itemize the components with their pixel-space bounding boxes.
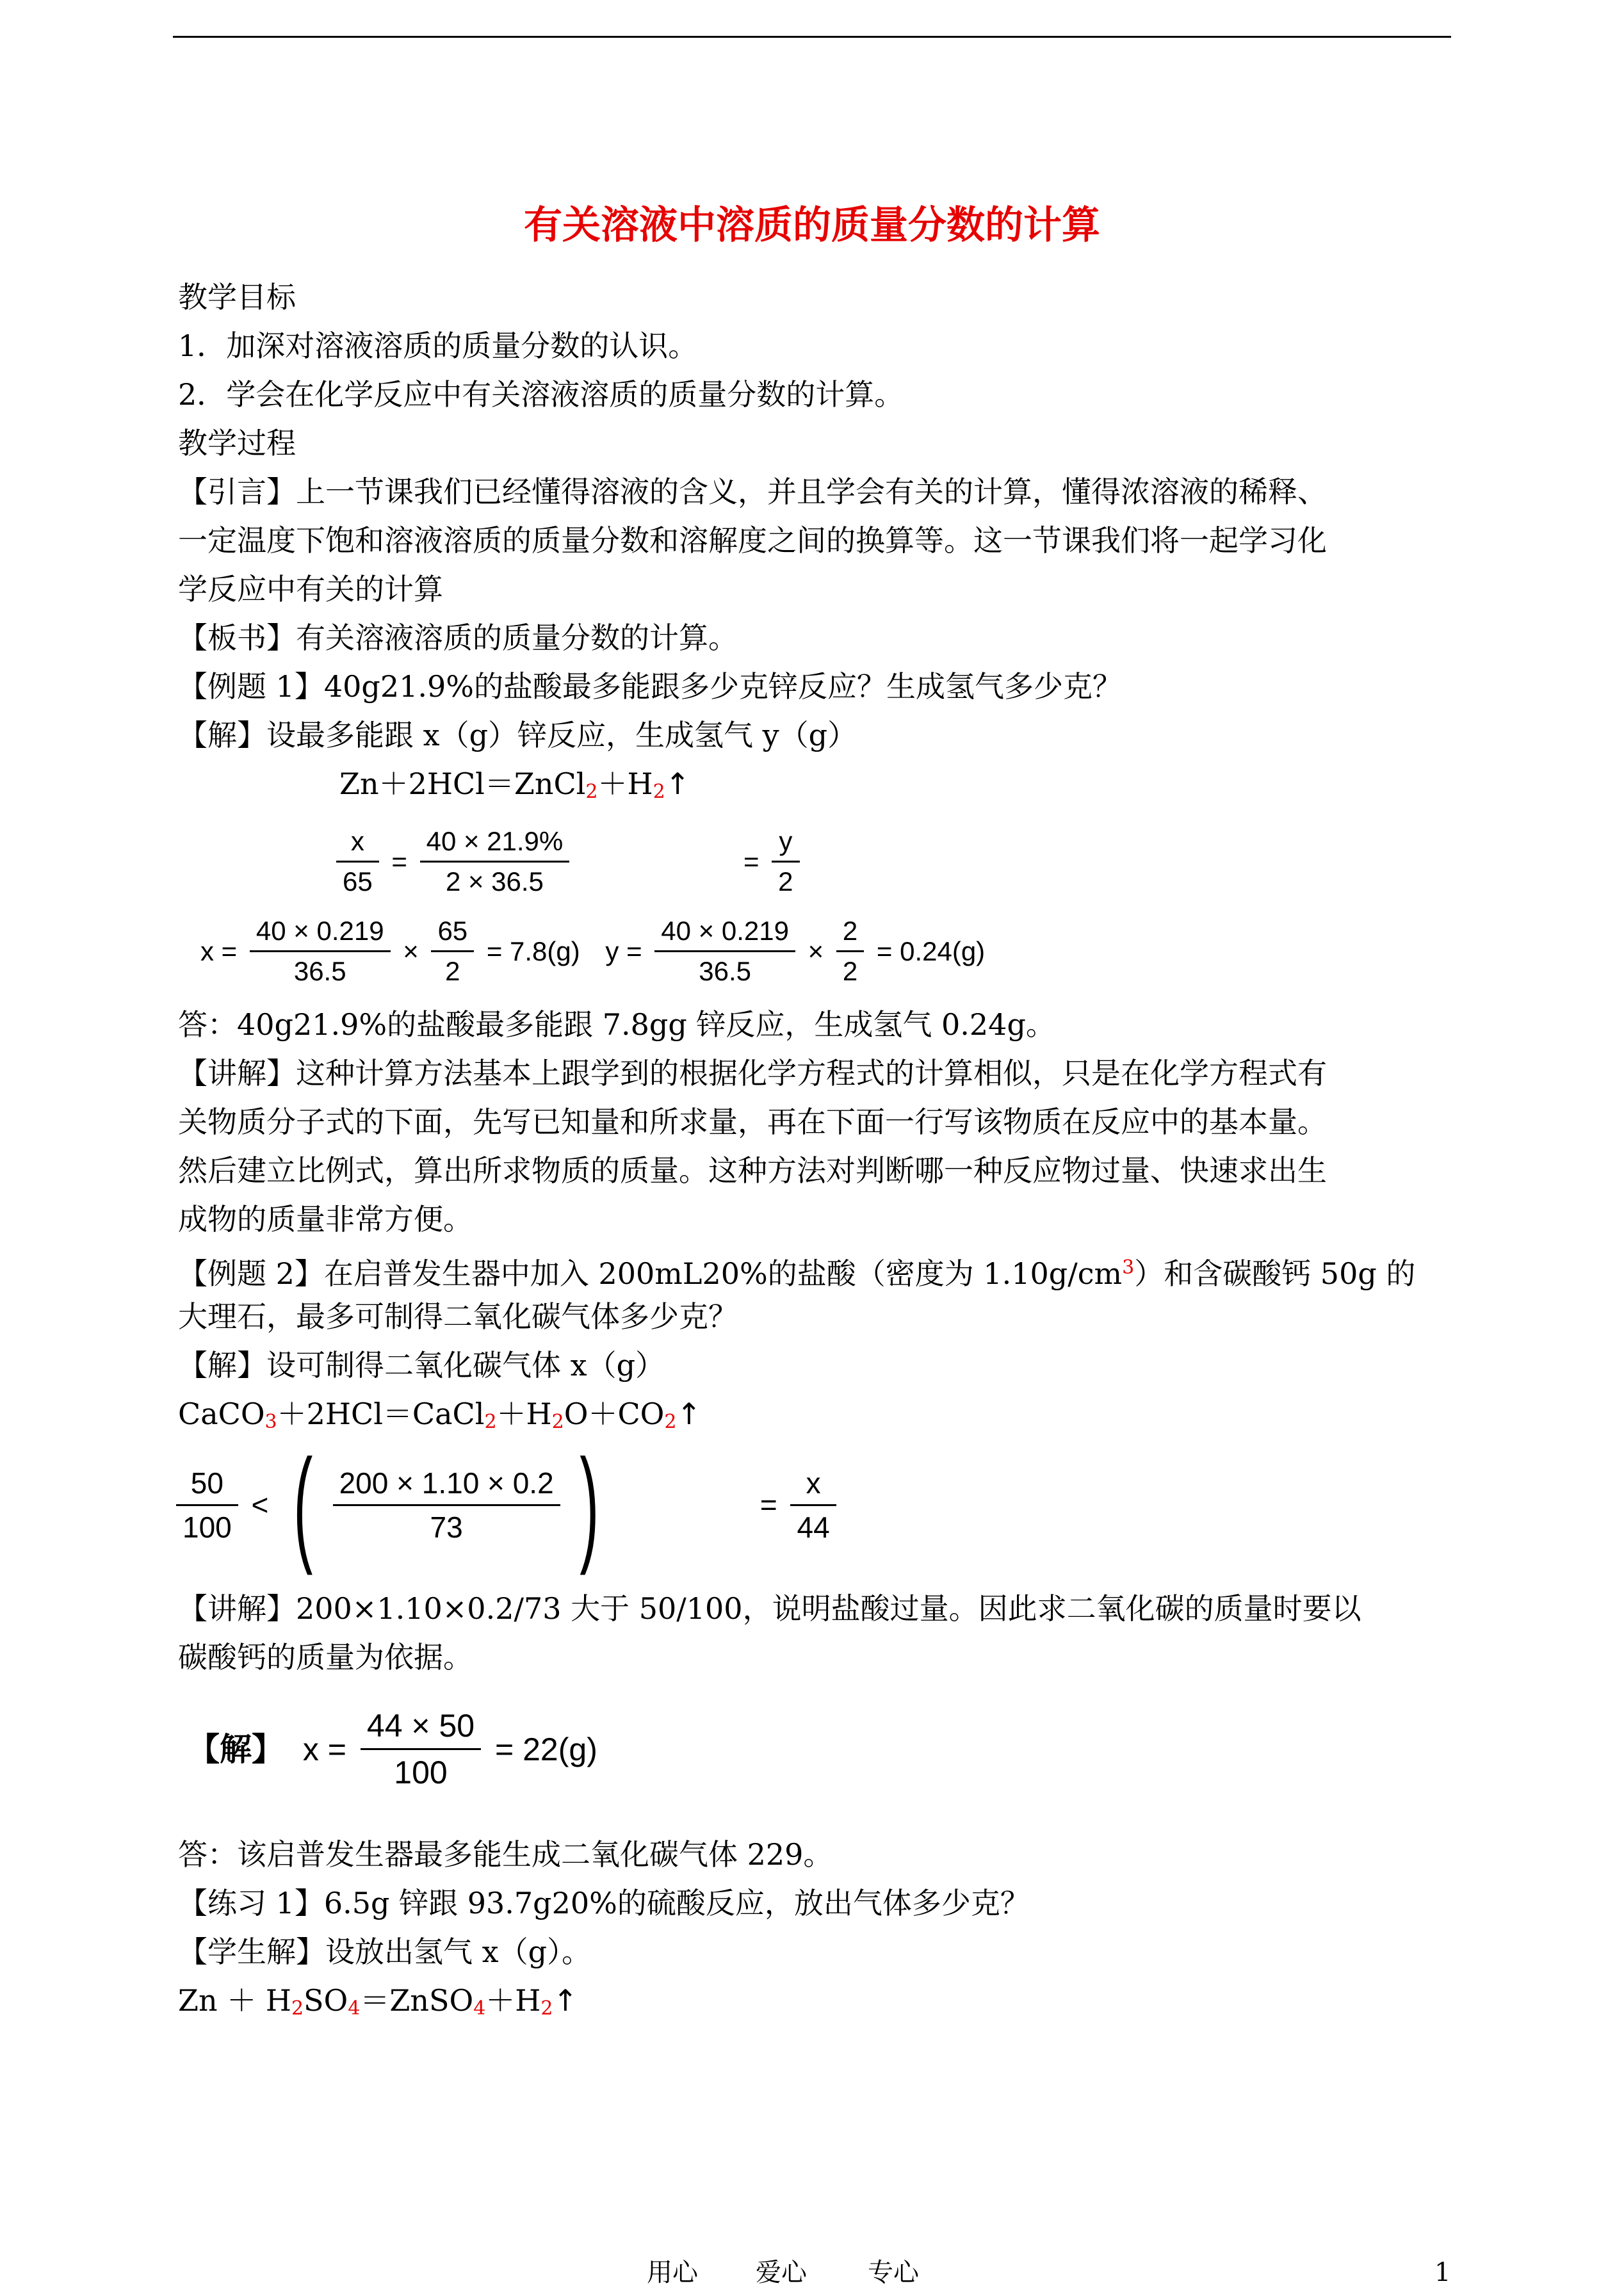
solution-equation: x = $\frac{40 \times 0.219}{36.5}$ × $\frac{65}{2}$ = 7.8(g) y = $\frac{40 \times 0.219}{36.5}$ × $\frac{2}{2}$ = 0.24(g) [195, 912, 990, 991]
chemical-equation-2: $CaCO_3+2HCl=CaCl_2+H_2O+CO_2↑$ [178, 1397, 702, 1433]
text-line: 学反应中有关的计算 [178, 572, 443, 606]
text-line: 【解】设最多能跟 x（g）锌反应，生成氢气 y（g） [178, 718, 857, 752]
text-line: 【练习 1】6.5g 锌跟 93.7g20%的硫酸反应，放出气体多少克？ [178, 1886, 1030, 1920]
page-title: 有关溶液中溶质的质量分数的计算 [524, 203, 1100, 248]
text-line: 一定温度下饱和溶液溶质的质量分数和溶解度之间的换算等。这一节课我们将一起学习化 [178, 523, 1327, 558]
text-line: 教学目标 [178, 280, 296, 314]
page-number: 1 [1434, 2258, 1451, 2287]
text-line: 碳酸钙的质量为依据。 [178, 1640, 473, 1675]
footer-text: 爱心 [756, 2258, 807, 2287]
text-line: 关物质分子式的下面，先写已知量和所求量，再在下面一行写该物质在反应中的基本量。 [178, 1105, 1327, 1139]
proportion-equation: $\frac{x}{65}$ = $\frac{40 \times 21.9\%}{2 \times 36.5}$ = $\frac{y}{2}$ [336, 822, 800, 901]
text-line: 【例题 1】40g21.9%的盐酸最多能跟多少克锌反应？生成氢气多少克？ [178, 669, 1122, 704]
text-line: 【例题 2】在启普发生器中加入 200mL20%的盐酸（密度为 $1.10g/cm^3$）和含碳酸钙 50g 的 [178, 1256, 1416, 1291]
header-rule [173, 36, 1451, 38]
text-line: 成物的质量非常方便。 [178, 1202, 473, 1237]
text-line: 答：该启普发生器最多能生成二氧化碳气体 229。 [178, 1837, 833, 1872]
excess-comparison: $\frac{50}{100}$ < ( $\frac{200 \times 1.10 \times 0.2}{73}$ ) = $\frac{x}{44}$ [176, 1441, 836, 1569]
final-solution-equation: 【解】 x = $\frac{44 \times 50}{100}$ = 22(g) [183, 1703, 603, 1795]
text-line: 【板书】有关溶液溶质的质量分数的计算。 [178, 620, 738, 655]
footer-text: 用心 [647, 2258, 698, 2287]
text-line: 【引言】上一节课我们已经懂得溶液的含义，并且学会有关的计算，懂得浓溶液的稀释、 [178, 474, 1327, 509]
footer-text: 专心 [868, 2258, 919, 2287]
text-line: 大理石，最多可制得二氧化碳气体多少克？ [178, 1299, 738, 1334]
text-line: 然后建立比例式，算出所求物质的质量。这种方法对判断哪一种反应物过量、快速求出生 [178, 1153, 1327, 1188]
text-line: 【讲解】200×1.10×0.2/73 大于 50/100，说明盐酸过量。因此求二氧化碳的质量时要以 [178, 1591, 1361, 1626]
text-line: 教学过程 [178, 426, 296, 460]
text-line: 【解】设可制得二氧化碳气体 x（g） [178, 1348, 665, 1383]
chemical-equation-3: $Zn + H_2SO_4=ZnSO_4+H_2↑$ [178, 1983, 578, 2020]
text-line: 答：40g21.9%的盐酸最多能跟 7.8gg 锌反应，生成氢气 0.24g。 [178, 1007, 1055, 1042]
text-line: 【学生解】设放出氢气 x（g）。 [178, 1934, 592, 1969]
text-line: 【讲解】这种计算方法基本上跟学到的根据化学方程式的计算相似，只是在化学方程式有 [178, 1056, 1327, 1091]
text-line: 1．加深对溶液溶质的质量分数的认识。 [178, 328, 698, 363]
text-line: 2．学会在化学反应中有关溶液溶质的质量分数的计算。 [178, 377, 904, 412]
chemical-equation-1: $Zn+2HCl=ZnCl_2+H_2↑$ [339, 766, 690, 803]
